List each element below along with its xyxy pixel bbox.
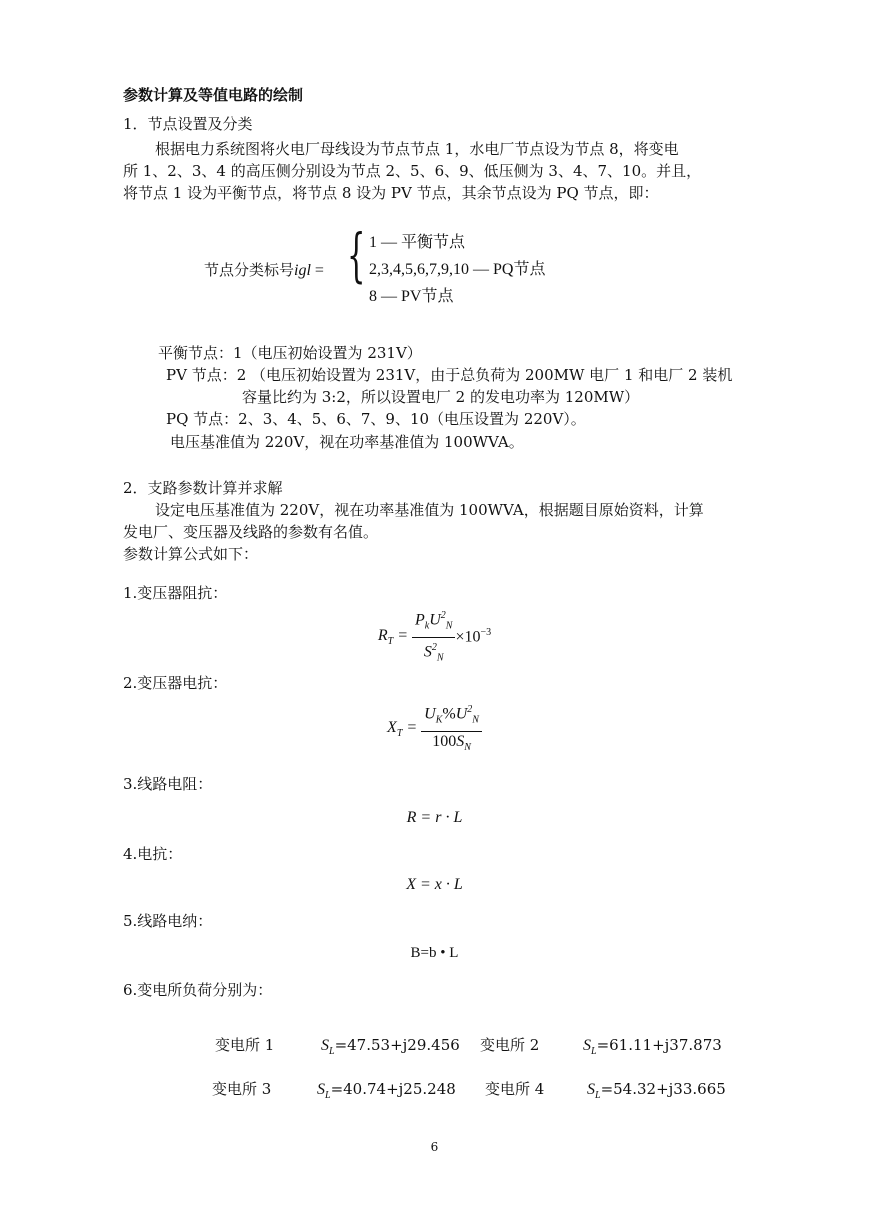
load-value-1: $S_L=47.53+j29.456$ [321, 1036, 460, 1058]
section2-para-line2: 发电厂、变压器及线路的参数有名值。 [123, 523, 379, 541]
pv-node-line2: 容量比约为 3:2，所以设置电厂 2 的发电功率为 120MW） [242, 388, 640, 406]
formula-intro: 参数计算公式如下： [123, 545, 259, 563]
formula-transformer-resistance: $R_T$ = $\frac{P_kU^2_N}{S^2_N}$ $\times 10^{-3}$ [0, 606, 869, 668]
section2-para-line1: 设定电压基准值为 220V，视在功率基准值为 100WVA，根据题目原始资料，计算 [155, 501, 704, 519]
formula1-label: 1.变压器阻抗： [123, 584, 228, 602]
formula-line-resistance: R = r · L [406, 809, 463, 826]
balance-node-text: 平衡节点：1（电压初始设置为 231V） [158, 344, 422, 362]
classify-case-pv: 8 — PV节点 [369, 288, 454, 305]
classify-equation-label: 节点分类标号igl = [204, 261, 324, 279]
formula3-label: 3.线路电阻： [123, 775, 213, 793]
pq-node-text: PQ 节点：2、3、4、5、6、7、9、10（电压设置为 220V）。 [166, 410, 586, 428]
classify-label: 节点分类标号 [204, 261, 295, 279]
section1-para-line1: 根据电力系统图将火电厂母线设为节点节点 1，水电厂节点设为节点 8，将变电 [155, 140, 679, 158]
formula4-label: 4.电抗： [123, 845, 183, 863]
section1-heading: 1．节点设置及分类 [123, 115, 253, 133]
section1-para-line2: 所 1、2、3、4 的高压侧分别设为节点 2、5、6、9、低压侧为 3、4、7、10。并且， [123, 162, 702, 180]
load-name-1: 变电所 1 [215, 1036, 275, 1054]
formula2-label: 2.变压器电抗： [123, 674, 228, 692]
load-name-4: 变电所 4 [485, 1080, 545, 1098]
pv-node-line1: PV 节点：2 （电压初始设置为 231V，由于总负荷为 200MW 电厂 1 和电厂 2 装机 [166, 366, 733, 384]
base-value-text: 电压基准值为 220V，视在功率基准值为 100WVA。 [170, 433, 524, 451]
load-value-2: $S_L=61.11+j37.873$ [583, 1036, 722, 1058]
section2-heading: 2．支路参数计算并求解 [123, 479, 283, 497]
load-value-4: $S_L=54.32+j33.665$ [587, 1080, 726, 1102]
classify-var: igl [294, 262, 311, 279]
formula-susceptance: B=b • L [410, 945, 459, 961]
left-brace: { [347, 221, 366, 289]
load-name-2: 变电所 2 [480, 1036, 540, 1054]
formula-transformer-reactance: $X_T$ = $\frac{U_K\%U^2_N}{100S_N}$ [0, 700, 869, 758]
load-name-3: 变电所 3 [212, 1080, 272, 1098]
formula6-label: 6.变电所负荷分别为： [123, 981, 273, 999]
formula-reactance: X = x · L [406, 876, 463, 893]
formula5-label: 5.线路电纳： [123, 912, 213, 930]
page-number: 6 [430, 1140, 439, 1154]
page-title: 参数计算及等值电路的绘制 [123, 86, 304, 104]
load-value-3: $S_L=40.74+j25.248$ [317, 1080, 456, 1102]
section1-para-line3: 将节点 1 设为平衡节点，将节点 8 设为 PV 节点，其余节点设为 PQ 节点，即： [123, 184, 659, 202]
classify-case-balance: 1 — 平衡节点 [369, 234, 466, 251]
classify-case-pq: 2,3,4,5,6,7,9,10 — PQ节点 [369, 261, 546, 278]
